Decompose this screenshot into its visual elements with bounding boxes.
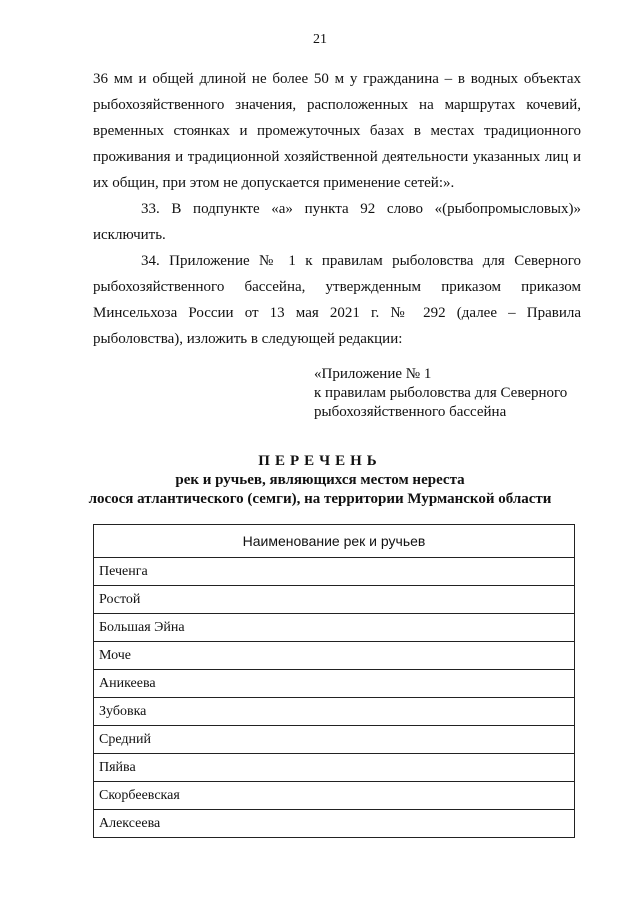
table-row: [94, 698, 575, 726]
table-row: [94, 642, 575, 670]
table-row: [94, 754, 575, 782]
list-subtitle-line: рек и ручьев, являющихся местом нереста: [175, 472, 465, 488]
appendix-reference: [314, 365, 567, 422]
table-cell: Ростой: [94, 586, 575, 614]
table-cell: Пяйва: [94, 754, 575, 782]
paragraph-item-34: [93, 248, 581, 352]
appendix-ref-line: рыбохозяйственного бассейна: [314, 404, 507, 420]
paragraph-continuation: [93, 66, 581, 196]
table-cell: Алексеева: [94, 810, 575, 838]
table-cell: Скорбеевская: [94, 782, 575, 810]
table-cell: Средний: [94, 726, 575, 754]
paragraph-text: 34. Приложение № 1 к правилам рыболовства для Северного рыбохозяйственного бассейна, утвержденным приказом приказом Минсельхоза России от 13 мая 2021 г. № 292 (далее – Правила рыболовства), изложить в следующей редакции:: [93, 253, 581, 347]
table-row: [94, 782, 575, 810]
table-row: [94, 670, 575, 698]
table-cell: Аникеева: [94, 670, 575, 698]
paragraph-text: 36 мм и общей длиной не более 50 м у гражданина – в водных объектах рыбохозяйственного значения, расположенных на маршрутах кочевий, временных стоянках и промежуточных базах в местах традиционного проживания и традиционной хозяйственной деятельности указанных лиц и их общин, при этом не допускается применение сетей:».: [93, 71, 581, 191]
list-heading: ПЕРЕЧЕНЬ: [258, 453, 382, 469]
table-cell: Моче: [94, 642, 575, 670]
paragraph-item-33: [93, 196, 581, 248]
list-subtitle-line: лосося атлантического (семги), на территории Мурманской области: [88, 491, 552, 507]
page-number: 21: [313, 32, 327, 47]
table-cell: Большая Эйна: [94, 614, 575, 642]
table-header-cell: Наименование рек и ручьев: [94, 525, 575, 558]
table-row: [94, 558, 575, 586]
table-cell: Печенга: [94, 558, 575, 586]
rivers-table: [93, 524, 575, 838]
table-row: [94, 614, 575, 642]
table-row: [94, 726, 575, 754]
list-title: [0, 452, 640, 509]
table-row: [94, 810, 575, 838]
paragraph-text: 33. В подпункте «а» пункта 92 слово «(рыбопромысловых)» исключить.: [93, 201, 581, 243]
table-cell: Зубовка: [94, 698, 575, 726]
appendix-ref-line: «Приложение № 1: [314, 366, 432, 382]
table-header-row: [94, 525, 575, 558]
table-row: [94, 586, 575, 614]
appendix-ref-line: к правилам рыболовства для Северного: [314, 385, 568, 401]
